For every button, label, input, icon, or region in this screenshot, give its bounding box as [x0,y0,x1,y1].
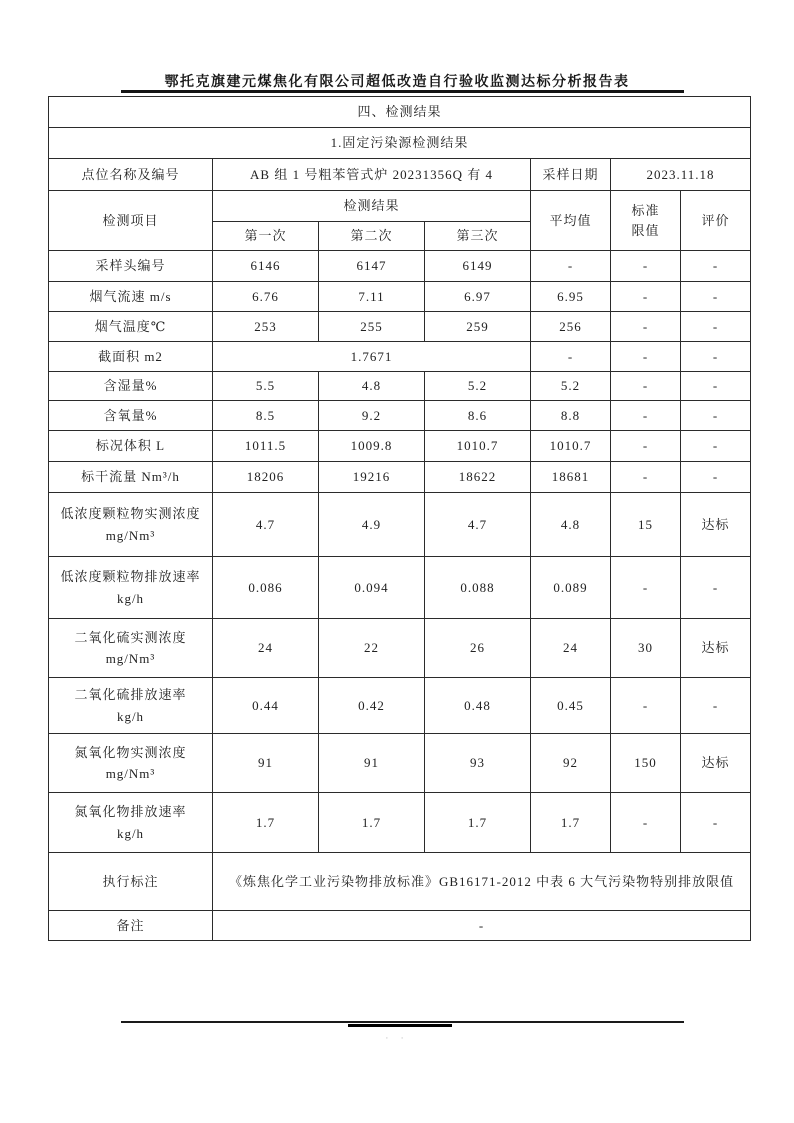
value-run2: 9.2 [319,401,425,431]
value-run1: 8.5 [213,401,319,431]
value-run2: 1.7 [319,793,425,853]
header-run3: 第三次 [425,222,531,251]
row-label [49,493,213,557]
value-average: 256 [531,312,611,342]
value-average: 92 [531,734,611,793]
table-row-pm-rate [49,557,751,619]
subsection-title: 1.固定污染源检测结果 [49,128,751,159]
point-value: AB 组 1 号粗苯管式炉 20231356Q 有 4 [213,159,531,191]
row-label-unit: kg/h [116,708,145,724]
execution-standard-value: 《炼焦化学工业污染物排放标准》GB16171-2012 中表 6 大气污染物特别排放限值 [213,853,751,911]
table-row-flue-temperature [49,312,751,342]
value-limit: - [611,312,681,342]
row-label [49,619,213,678]
value-limit: - [611,401,681,431]
row-label [49,557,213,619]
value-average: 5.2 [531,372,611,401]
value-run2: 1009.8 [319,431,425,462]
value-run3: 18622 [425,462,531,493]
value-run3: 6.97 [425,282,531,312]
footer-rule-line [121,1021,684,1023]
value-run3: 93 [425,734,531,793]
value-limit: - [611,557,681,619]
page-title: 鄂托克旗建元煤焦化有限公司超低改造自行验收监测达标分析报告表 [164,75,630,90]
value-evaluation: 达标 [681,734,751,793]
row-label-name: 二氧化硫排放速率 [74,687,187,703]
value-limit: - [611,251,681,282]
row-label-name: 氮氧化物排放速率 [74,804,187,820]
value-run3: 259 [425,312,531,342]
value-run2: 22 [319,619,425,678]
header-row-group [49,191,751,222]
row-label: 标况体积 L [49,431,213,462]
table-row-sample-head [49,251,751,282]
value-run2: 255 [319,312,425,342]
table-row-standard-volume [49,431,751,462]
value-average: 18681 [531,462,611,493]
row-label-unit: kg/h [116,590,145,606]
value-run3: 5.2 [425,372,531,401]
row-label-unit: mg/Nm³ [105,651,156,666]
value-limit: - [611,462,681,493]
section-title: 四、检测结果 [49,97,751,128]
value-evaluation: 达标 [681,493,751,557]
table-row-nox-rate [49,793,751,853]
remark-value: - [213,911,751,941]
value-run3: 0.48 [425,678,531,734]
value-evaluation: - [681,251,751,282]
monitoring-results-table [48,96,751,941]
value-evaluation: 达标 [681,619,751,678]
value-limit: - [611,342,681,372]
value-run1: 0.086 [213,557,319,619]
value-run1: 24 [213,619,319,678]
value-run1: 1011.5 [213,431,319,462]
table-row-nox-concentration [49,734,751,793]
value-run3: 6149 [425,251,531,282]
value-average: 24 [531,619,611,678]
value-evaluation: - [681,678,751,734]
row-label: 烟气温度℃ [49,312,213,342]
value-evaluation: - [681,312,751,342]
header-run2: 第二次 [319,222,425,251]
value-evaluation: - [681,372,751,401]
value-limit: - [611,282,681,312]
header-run1: 第一次 [213,222,319,251]
value-evaluation: - [681,401,751,431]
value-evaluation: - [681,557,751,619]
value-evaluation: - [681,462,751,493]
value-average: 1010.7 [531,431,611,462]
value-run1: 91 [213,734,319,793]
value-run1: 0.44 [213,678,319,734]
value-run3: 26 [425,619,531,678]
table-row-so2-rate [49,678,751,734]
footer-accent-line [348,1024,452,1027]
value-limit: 30 [611,619,681,678]
value-limit: 150 [611,734,681,793]
value-run3: 1010.7 [425,431,531,462]
row-label-name: 低浓度颗粒物实测浓度 [60,506,201,522]
row-label: 含氧量% [49,401,213,431]
execution-standard-row [49,853,751,911]
section-title-row [49,97,751,128]
remark-row [49,911,751,941]
row-label [49,793,213,853]
value-evaluation: - [681,282,751,312]
sample-date-value: 2023.11.18 [611,159,751,191]
table-row-dry-flow [49,462,751,493]
header-limit-text: 标准限值 [631,203,660,238]
value-merged: 1.7671 [213,342,531,372]
value-average: 1.7 [531,793,611,853]
value-average: 4.8 [531,493,611,557]
execution-standard-label: 执行标注 [49,853,213,911]
header-average: 平均值 [531,191,611,251]
value-run1: 6146 [213,251,319,282]
row-label-name: 低浓度颗粒物排放速率 [60,569,201,585]
remark-label: 备注 [49,911,213,941]
value-run3: 1.7 [425,793,531,853]
value-average: 0.45 [531,678,611,734]
value-run1: 5.5 [213,372,319,401]
value-run3: 8.6 [425,401,531,431]
value-run2: 0.094 [319,557,425,619]
value-average: 6.95 [531,282,611,312]
value-evaluation: - [681,342,751,372]
value-average: - [531,342,611,372]
value-run2: 4.8 [319,372,425,401]
value-limit: - [611,678,681,734]
value-limit: - [611,372,681,401]
value-evaluation: - [681,431,751,462]
header-limit [611,191,681,251]
sample-date-label: 采样日期 [531,159,611,191]
value-run1: 4.7 [213,493,319,557]
table-row-so2-concentration [49,619,751,678]
value-average: - [531,251,611,282]
value-run2: 4.9 [319,493,425,557]
row-label-name: 二氧化硫实测浓度 [74,629,187,645]
value-limit: 15 [611,493,681,557]
header-result-group: 检测结果 [213,191,531,222]
row-label: 采样头编号 [49,251,213,282]
value-run1: 1.7 [213,793,319,853]
header-evaluation: 评价 [681,191,751,251]
footer-page-mark: · · [385,1033,409,1043]
row-label-unit: kg/h [116,825,145,841]
value-run2: 6147 [319,251,425,282]
row-label: 截面积 m2 [49,342,213,372]
title-underline [121,90,684,93]
table-row-flue-velocity [49,282,751,312]
value-limit: - [611,793,681,853]
row-label: 烟气流速 m/s [49,282,213,312]
row-label-name: 氮氧化物实测浓度 [74,744,187,760]
point-info-row [49,159,751,191]
table-row-cross-section [49,342,751,372]
table-row-pm-concentration [49,493,751,557]
value-run2: 91 [319,734,425,793]
value-average: 0.089 [531,557,611,619]
subsection-title-row [49,128,751,159]
value-average: 8.8 [531,401,611,431]
row-label-unit: mg/Nm³ [105,527,156,543]
header-item: 检测项目 [49,191,213,251]
value-run2: 7.11 [319,282,425,312]
table-row-moisture [49,372,751,401]
row-label-unit: mg/Nm³ [105,766,156,781]
value-run3: 4.7 [425,493,531,557]
value-run2: 19216 [319,462,425,493]
value-run2: 0.42 [319,678,425,734]
row-label: 含湿量% [49,372,213,401]
table-row-oxygen [49,401,751,431]
value-run1: 6.76 [213,282,319,312]
row-label: 标干流量 Nm³/h [49,462,213,493]
value-evaluation: - [681,793,751,853]
row-label [49,734,213,793]
point-label: 点位名称及编号 [49,159,213,191]
value-run1: 253 [213,312,319,342]
value-run3: 0.088 [425,557,531,619]
row-label [49,678,213,734]
value-limit: - [611,431,681,462]
value-run1: 18206 [213,462,319,493]
